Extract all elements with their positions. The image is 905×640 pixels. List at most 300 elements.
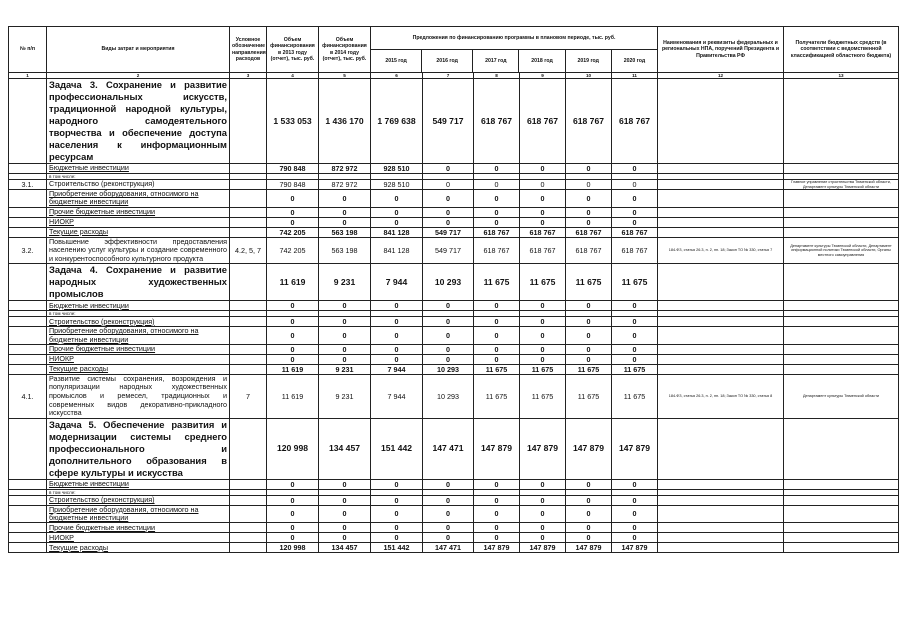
row-value: 0 xyxy=(371,354,423,364)
row-name: в том числе: xyxy=(47,311,230,317)
row-value: 10 293 xyxy=(423,264,474,301)
table-row-act xyxy=(9,374,899,418)
row-value: 151 442 xyxy=(371,418,423,479)
row-value: 0 xyxy=(520,217,566,227)
row-value: 618 767 xyxy=(566,227,612,237)
row-npa-empty xyxy=(658,418,784,479)
row-value: 0 xyxy=(566,533,612,543)
row-value: 618 767 xyxy=(520,227,566,237)
row-value: 0 xyxy=(319,190,371,207)
row-value: 0 xyxy=(267,495,319,505)
row-number-empty xyxy=(9,495,47,505)
row-recipients-empty xyxy=(784,317,899,327)
row-name: Развитие системы сохранения, возрождения и популяризации народных художественных промыслов и ремесел, традиционных и современных видов декоративно-прикладного искусства xyxy=(47,374,230,418)
row-directions: 7 xyxy=(230,374,267,418)
row-name: Бюджетные инвестиции xyxy=(47,164,230,174)
row-value: 0 xyxy=(474,354,520,364)
row-name: в том числе: xyxy=(47,174,230,180)
row-directions-empty xyxy=(230,180,267,190)
row-value: 1 769 638 xyxy=(371,79,423,164)
column-index-cell: 2 xyxy=(47,73,230,79)
row-name: Задача 5. Обеспечение развития и модернизации системы среднего профессионального и дополнительного образования в сфере культуры и искусства xyxy=(47,418,230,479)
row-value: 0 xyxy=(566,354,612,364)
row-name: Текущие расходы xyxy=(47,543,230,553)
table-row-task xyxy=(9,264,899,301)
row-value: 618 767 xyxy=(612,227,658,237)
row-value: 0 xyxy=(319,207,371,217)
header-recipients: Получатели бюджетных средств (в соответствии с ведомственной классификацией областного бюджета) xyxy=(784,27,899,73)
row-npa-empty xyxy=(658,301,784,311)
row-value: 0 xyxy=(371,317,423,327)
budget-table-sheet xyxy=(8,26,898,553)
row-value: 0 xyxy=(520,317,566,327)
row-number: 3.2. xyxy=(9,237,47,264)
row-recipients-empty xyxy=(784,217,899,227)
row-value: 0 xyxy=(474,327,520,344)
row-npa: 184-ФЗ, статья 26.3, п. 2, пп. 18; Закон ТО № 330, статья 8 xyxy=(658,374,784,418)
row-name: Задача 4. Сохранение и развитие народных художественных промыслов xyxy=(47,264,230,301)
table-header xyxy=(9,27,899,79)
row-directions-empty xyxy=(230,418,267,479)
row-number: 3.1. xyxy=(9,180,47,190)
table-row-sub2 xyxy=(9,190,899,207)
row-value: 0 xyxy=(474,207,520,217)
row-recipients-empty xyxy=(784,354,899,364)
row-recipients-empty xyxy=(784,505,899,522)
row-value: 0 xyxy=(520,495,566,505)
row-value: 0 xyxy=(319,317,371,327)
row-number-empty xyxy=(9,505,47,522)
row-recipients-empty xyxy=(784,364,899,374)
row-value: 618 767 xyxy=(566,237,612,264)
row-npa-empty xyxy=(658,344,784,354)
row-value: 0 xyxy=(423,164,474,174)
header-year: 2015 год xyxy=(371,50,422,72)
row-value: 928 510 xyxy=(371,180,423,190)
table-row-sub xyxy=(9,217,899,227)
row-value: 0 xyxy=(566,317,612,327)
row-value: 0 xyxy=(371,344,423,354)
row-name: Повышение эффективности предоставления населению услуг культуры и создание современного и конкурентоспособного культурного продукта xyxy=(47,237,230,264)
row-value: 742 205 xyxy=(267,237,319,264)
row-recipients: Департамент культуры Тюменской области, Департамент информационной политики Тюменской области, Органы местного самоуправления xyxy=(784,237,899,264)
row-value: 0 xyxy=(474,190,520,207)
row-directions-empty xyxy=(230,207,267,217)
row-value: 0 xyxy=(520,164,566,174)
row-value: 120 998 xyxy=(267,418,319,479)
row-value: 618 767 xyxy=(566,79,612,164)
row-number-empty xyxy=(9,190,47,207)
row-value: 0 xyxy=(566,217,612,227)
row-value: 618 767 xyxy=(474,237,520,264)
row-value: 11 619 xyxy=(267,374,319,418)
row-number-empty xyxy=(9,217,47,227)
row-value: 0 xyxy=(520,327,566,344)
row-recipients-empty xyxy=(784,327,899,344)
row-number-empty xyxy=(9,344,47,354)
row-value: 0 xyxy=(423,317,474,327)
row-value: 0 xyxy=(267,344,319,354)
column-index-cell: 7 xyxy=(423,73,474,79)
row-value: 0 xyxy=(566,523,612,533)
row-value: 9 231 xyxy=(319,374,371,418)
row-directions-empty xyxy=(230,364,267,374)
row-value: 790 848 xyxy=(267,164,319,174)
row-number-empty xyxy=(9,164,47,174)
row-number-empty xyxy=(9,523,47,533)
row-npa-empty xyxy=(658,264,784,301)
row-name: Текущие расходы xyxy=(47,364,230,374)
row-value: 11 675 xyxy=(612,374,658,418)
column-index-cell: 3 xyxy=(230,73,267,79)
row-number-empty xyxy=(9,354,47,364)
row-recipients-empty xyxy=(784,523,899,533)
row-npa-empty xyxy=(658,327,784,344)
row-value: 0 xyxy=(520,180,566,190)
row-value: 0 xyxy=(371,533,423,543)
row-value: 0 xyxy=(474,180,520,190)
row-value: 11 675 xyxy=(520,374,566,418)
row-value: 147 879 xyxy=(612,543,658,553)
row-value: 0 xyxy=(612,164,658,174)
row-value: 11 675 xyxy=(474,364,520,374)
row-value: 841 128 xyxy=(371,227,423,237)
row-value: 1 533 053 xyxy=(267,79,319,164)
row-value: 11 675 xyxy=(612,364,658,374)
row-directions-empty xyxy=(230,190,267,207)
row-directions-empty xyxy=(230,164,267,174)
row-recipients-empty xyxy=(784,479,899,489)
row-directions-empty xyxy=(230,264,267,301)
row-value: 0 xyxy=(319,533,371,543)
row-value: 0 xyxy=(423,190,474,207)
row-value: 147 471 xyxy=(423,418,474,479)
column-index-cell: 12 xyxy=(658,73,784,79)
row-value: 0 xyxy=(371,217,423,227)
row-value: 0 xyxy=(319,495,371,505)
row-value: 0 xyxy=(474,164,520,174)
row-value: 0 xyxy=(371,523,423,533)
row-value: 0 xyxy=(474,523,520,533)
table-row-sub xyxy=(9,354,899,364)
row-number-empty xyxy=(9,327,47,344)
row-recipients-empty xyxy=(784,495,899,505)
row-value: 0 xyxy=(267,505,319,522)
header-year: 2017 год xyxy=(473,50,519,72)
row-value: 9 231 xyxy=(319,264,371,301)
row-directions-empty xyxy=(230,327,267,344)
row-value: 0 xyxy=(423,180,474,190)
header-year: 2019 год xyxy=(566,50,612,72)
row-value: 0 xyxy=(423,217,474,227)
row-value: 549 717 xyxy=(423,227,474,237)
row-value: 0 xyxy=(371,301,423,311)
row-value: 0 xyxy=(566,344,612,354)
row-name: Прочие бюджетные инвестиции xyxy=(47,523,230,533)
row-value: 0 xyxy=(423,495,474,505)
row-value: 0 xyxy=(371,190,423,207)
row-value: 0 xyxy=(566,495,612,505)
header-num: № п/п xyxy=(9,27,47,73)
row-directions-empty xyxy=(230,495,267,505)
row-value: 618 767 xyxy=(612,79,658,164)
row-value: 0 xyxy=(474,533,520,543)
column-index-cell: 9 xyxy=(520,73,566,79)
row-value: 618 767 xyxy=(520,237,566,264)
row-value: 7 944 xyxy=(371,264,423,301)
row-value: 618 767 xyxy=(474,79,520,164)
column-index-cell: 1 xyxy=(9,73,47,79)
row-value: 0 xyxy=(371,327,423,344)
row-value: 0 xyxy=(371,495,423,505)
row-recipients-empty xyxy=(784,543,899,553)
row-value: 0 xyxy=(612,180,658,190)
row-value: 0 xyxy=(423,301,474,311)
row-value: 0 xyxy=(520,354,566,364)
row-value: 11 675 xyxy=(520,364,566,374)
row-value: 0 xyxy=(371,207,423,217)
row-value: 0 xyxy=(319,327,371,344)
row-value: 7 944 xyxy=(371,364,423,374)
row-number-empty xyxy=(9,533,47,543)
row-recipients-empty xyxy=(784,207,899,217)
row-recipients-empty xyxy=(784,418,899,479)
row-value: 134 457 xyxy=(319,543,371,553)
row-value: 11 619 xyxy=(267,364,319,374)
row-value: 11 675 xyxy=(566,374,612,418)
table-body xyxy=(9,79,899,553)
row-directions-empty xyxy=(230,505,267,522)
row-directions-empty xyxy=(230,523,267,533)
row-directions-empty xyxy=(230,344,267,354)
row-directions-empty xyxy=(230,227,267,237)
column-index-cell: 11 xyxy=(612,73,658,79)
row-value: 0 xyxy=(566,164,612,174)
row-value: 0 xyxy=(612,207,658,217)
row-value: 0 xyxy=(423,207,474,217)
row-value: 0 xyxy=(566,180,612,190)
row-value: 563 198 xyxy=(319,237,371,264)
row-value: 0 xyxy=(319,479,371,489)
row-value: 0 xyxy=(566,327,612,344)
row-value: 872 972 xyxy=(319,164,371,174)
header-npa: Наименования и реквизиты федеральных и региональных НПА, поручений Президента и Правительства РФ xyxy=(658,27,784,73)
row-value: 549 717 xyxy=(423,79,474,164)
row-value: 0 xyxy=(520,190,566,207)
row-value: 10 293 xyxy=(423,364,474,374)
row-directions-empty xyxy=(230,301,267,311)
row-value: 0 xyxy=(423,533,474,543)
row-value: 0 xyxy=(474,317,520,327)
row-value: 11 675 xyxy=(612,264,658,301)
row-value: 841 128 xyxy=(371,237,423,264)
row-name: Бюджетные инвестиции xyxy=(47,301,230,311)
row-npa-empty xyxy=(658,180,784,190)
row-name: НИОКР xyxy=(47,217,230,227)
row-npa-empty xyxy=(658,505,784,522)
row-value: 872 972 xyxy=(319,180,371,190)
table-row-act xyxy=(9,237,899,264)
table-row-sub xyxy=(9,207,899,217)
row-value: 0 xyxy=(423,344,474,354)
row-value: 120 998 xyxy=(267,543,319,553)
column-index-cell: 5 xyxy=(319,73,371,79)
row-value: 0 xyxy=(319,301,371,311)
row-value: 0 xyxy=(612,479,658,489)
row-value: 0 xyxy=(612,301,658,311)
row-value: 0 xyxy=(423,505,474,522)
row-value: 0 xyxy=(612,317,658,327)
row-value: 134 457 xyxy=(319,418,371,479)
row-directions-empty xyxy=(230,217,267,227)
row-npa-empty xyxy=(658,495,784,505)
row-npa-empty xyxy=(658,533,784,543)
header-year: 2016 год xyxy=(422,50,473,72)
table-row-act xyxy=(9,180,899,190)
table-row-sub xyxy=(9,301,899,311)
row-value: 0 xyxy=(520,301,566,311)
row-value: 0 xyxy=(267,533,319,543)
column-index-cell: 10 xyxy=(566,73,612,79)
row-value: 0 xyxy=(474,505,520,522)
row-recipients-empty xyxy=(784,79,899,164)
table-row-task xyxy=(9,418,899,479)
row-value: 11 675 xyxy=(520,264,566,301)
row-recipients-empty xyxy=(784,533,899,543)
header-proposals: Предложения по финансированию программы в плановом периоде, тыс. руб. xyxy=(371,27,657,50)
table-row-sub xyxy=(9,364,899,374)
row-value: 0 xyxy=(612,354,658,364)
row-value: 0 xyxy=(612,344,658,354)
row-value: 0 xyxy=(423,523,474,533)
row-npa-empty xyxy=(658,523,784,533)
row-directions: 4.2, 5, 7 xyxy=(230,237,267,264)
row-npa-empty xyxy=(658,364,784,374)
table-row-sub xyxy=(9,479,899,489)
row-value: 147 879 xyxy=(612,418,658,479)
row-value: 0 xyxy=(474,301,520,311)
row-name: НИОКР xyxy=(47,533,230,543)
row-value: 928 510 xyxy=(371,164,423,174)
row-number-empty xyxy=(9,479,47,489)
row-number-empty xyxy=(9,227,47,237)
row-value: 0 xyxy=(612,505,658,522)
row-value: 147 879 xyxy=(566,543,612,553)
row-value: 0 xyxy=(566,479,612,489)
row-value: 1 436 170 xyxy=(319,79,371,164)
row-value: 0 xyxy=(612,190,658,207)
column-index-cell: 6 xyxy=(371,73,423,79)
header-proposals-group xyxy=(371,27,658,73)
row-value: 0 xyxy=(371,505,423,522)
row-recipients-empty xyxy=(784,227,899,237)
row-value: 0 xyxy=(612,327,658,344)
row-value: 0 xyxy=(474,217,520,227)
row-value: 0 xyxy=(474,344,520,354)
row-npa-empty xyxy=(658,479,784,489)
table-row-sub xyxy=(9,495,899,505)
header-year: 2018 год xyxy=(519,50,565,72)
row-value: 0 xyxy=(267,354,319,364)
row-value: 618 767 xyxy=(520,79,566,164)
row-value: 0 xyxy=(520,207,566,217)
row-name: Строительство (реконструкция) xyxy=(47,180,230,190)
row-value: 0 xyxy=(319,217,371,227)
row-recipients-empty xyxy=(784,164,899,174)
row-directions-empty xyxy=(230,479,267,489)
row-value: 11 675 xyxy=(474,374,520,418)
row-value: 11 619 xyxy=(267,264,319,301)
row-value: 563 198 xyxy=(319,227,371,237)
row-name: Текущие расходы xyxy=(47,227,230,237)
row-value: 0 xyxy=(267,327,319,344)
row-value: 0 xyxy=(612,495,658,505)
table-row-task xyxy=(9,79,899,164)
row-value: 742 205 xyxy=(267,227,319,237)
row-value: 0 xyxy=(566,190,612,207)
row-value: 618 767 xyxy=(612,237,658,264)
row-value: 0 xyxy=(267,479,319,489)
row-name: Строительство (реконструкция) xyxy=(47,317,230,327)
row-value: 0 xyxy=(612,217,658,227)
column-index-cell: 4 xyxy=(267,73,319,79)
row-npa: 184-ФЗ, статья 26.3, п. 2, пп. 18; Закон ТО № 330, статья 7 xyxy=(658,237,784,264)
row-name: Задача 3. Сохранение и развитие профессиональных искусств, традиционной народной культуры, народного самодеятельного творчества и обеспечение доступа населения к информационным ресурсам xyxy=(47,79,230,164)
row-recipients: Главное управление строительства Тюменской области, Департамент культуры Тюменской области xyxy=(784,180,899,190)
row-directions-empty xyxy=(230,543,267,553)
row-name: НИОКР xyxy=(47,354,230,364)
row-number-empty xyxy=(9,301,47,311)
row-value: 147 879 xyxy=(520,543,566,553)
table-row-sub xyxy=(9,344,899,354)
row-value: 0 xyxy=(319,523,371,533)
row-recipients-empty xyxy=(784,344,899,354)
row-value: 0 xyxy=(267,523,319,533)
row-value: 147 879 xyxy=(520,418,566,479)
header-vol-2013: Объем финансирования в 2013 году (отчет), тыс. руб. xyxy=(267,27,319,73)
row-recipients-empty xyxy=(784,264,899,301)
budget-table xyxy=(8,26,899,553)
row-name: Приобретение оборудования, относимого на бюджетные инвестиции xyxy=(47,190,230,207)
row-value: 0 xyxy=(319,354,371,364)
header-year: 2020 год xyxy=(623,58,646,64)
row-value: 11 675 xyxy=(474,264,520,301)
row-name: Приобретение оборудования, относимого на бюджетные инвестиции xyxy=(47,327,230,344)
row-name: в том числе: xyxy=(47,489,230,495)
row-value: 0 xyxy=(520,533,566,543)
row-value: 0 xyxy=(474,495,520,505)
row-value: 11 675 xyxy=(566,364,612,374)
row-recipients-empty xyxy=(784,190,899,207)
row-value: 0 xyxy=(423,479,474,489)
row-value: 147 879 xyxy=(474,418,520,479)
table-row-sub xyxy=(9,227,899,237)
header-name: Виды затрат и мероприятия xyxy=(47,27,230,73)
row-npa-empty xyxy=(658,217,784,227)
row-value: 0 xyxy=(267,301,319,311)
row-value: 0 xyxy=(267,217,319,227)
row-number-empty xyxy=(9,264,47,301)
row-directions-empty xyxy=(230,317,267,327)
column-index-cell: 13 xyxy=(784,73,899,79)
row-value: 618 767 xyxy=(474,227,520,237)
row-value: 10 293 xyxy=(423,374,474,418)
table-row-sub2 xyxy=(9,327,899,344)
row-name: Прочие бюджетные инвестиции xyxy=(47,344,230,354)
table-row-sub xyxy=(9,164,899,174)
row-value: 11 675 xyxy=(566,264,612,301)
row-value: 0 xyxy=(423,327,474,344)
